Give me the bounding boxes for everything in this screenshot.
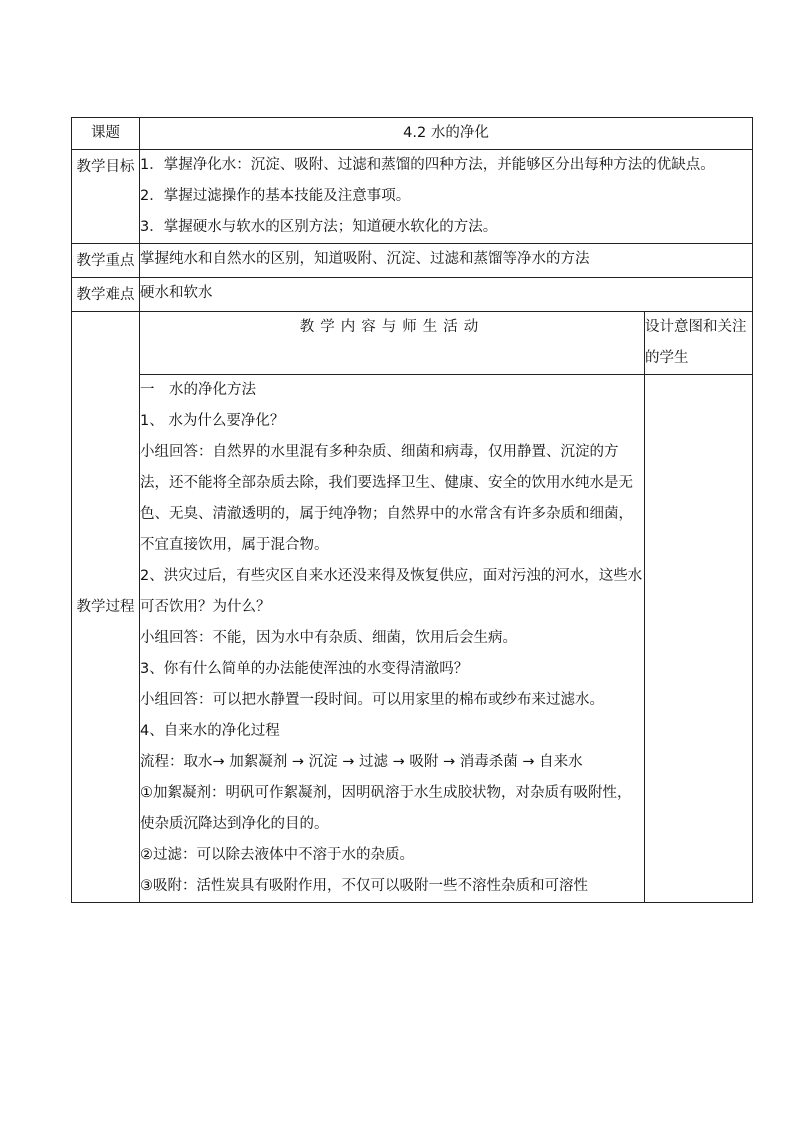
process-label-text: 教学过程 (76, 598, 135, 615)
step-paragraph: ①加絮凝剂：明矾可作絮凝剂，因明矾溶于水生成胶状物，对杂质有吸附性，使杂质沉降达到净化的目的。 (140, 785, 632, 832)
difficulty-label (72, 278, 140, 312)
process-header-row (72, 312, 753, 375)
question-line: 3、你有什么简单的办法能使浑浊的水变得清澈吗？ (140, 661, 469, 677)
objective-item: 3．掌握硬水与软水的区别方法；知道硬水软化的方法。 (140, 219, 498, 235)
answer-line: 小组回答：不能，因为水中有杂质、细菌，饮用后会生病。 (140, 630, 517, 646)
objective-item: 2．掌握过滤操作的基本技能及注意事项。 (140, 188, 411, 204)
content-header: 教学内容与师生活动 (140, 312, 645, 375)
objectives-content (140, 150, 753, 244)
answer-paragraph: 小组回答：自然界的水里混有多种杂质、细菌和病毒，仅用静置、沉淀的方法，还不能将全部杂质去除，我们要选择卫生、健康、安全的饮用水纯水是无色、无臭、清澈透明的，属于纯净物；自然界中的水常含有许多杂质和细菌，不宜直接饮用，属于混合物。 (140, 444, 633, 553)
key-points-label (72, 244, 140, 278)
step-paragraph: ②过滤：可以除去液体中不溶于水的杂质。 (140, 847, 414, 863)
section-heading: 一 水的净化方法 (140, 382, 256, 398)
flow-line: 流程：取水→ 加絮凝剂 → 沉淀 → 过滤 → 吸附 → 消毒杀菌 → 自来水 (140, 754, 583, 770)
key-points-label-text: 教学重点 (76, 253, 135, 269)
design-header: 设计意图和关注的学生 (645, 312, 753, 375)
process-content (140, 375, 645, 903)
objectives-label-text: 教学目标 (76, 159, 135, 175)
design-notes-cell (645, 375, 753, 903)
answer-line: 小组回答：可以把水静置一段时间。可以用家里的棉布或纱布来过滤水。 (140, 692, 604, 708)
title-label: 课题 (72, 118, 140, 150)
difficulty-row (72, 278, 753, 312)
process-content-row (72, 375, 753, 903)
question-line: 2、洪灾过后，有些灾区自来水还没来得及恢复供应，面对污浊的河水，这些水可否饮用？为什么？ (140, 568, 643, 615)
key-points-value: 掌握纯水和自然水的区别，知道吸附、沉淀、过滤和蒸馏等净水的方法 (140, 244, 753, 278)
question-line: 1、 水为什么要净化？ (140, 413, 285, 429)
process-label (72, 312, 140, 903)
difficulty-value: 硬水和软水 (140, 278, 753, 312)
key-points-row (72, 244, 753, 278)
lesson-plan-table (71, 117, 753, 903)
step-paragraph: ③吸附：活性炭具有吸附作用，不仅可以吸附一些不溶性杂质和可溶性 (140, 878, 588, 894)
title-row (72, 118, 753, 150)
objective-item: 1．掌握净化水：沉淀、吸附、过滤和蒸馏的四种方法，并能够区分出每种方法的优缺点。 (140, 157, 715, 173)
title-value: 4.2 水的净化 (140, 118, 753, 150)
objectives-label (72, 150, 140, 244)
objectives-row (72, 150, 753, 244)
difficulty-label-text: 教学难点 (76, 287, 135, 303)
subsection-heading: 4、自来水的净化过程 (140, 723, 280, 739)
